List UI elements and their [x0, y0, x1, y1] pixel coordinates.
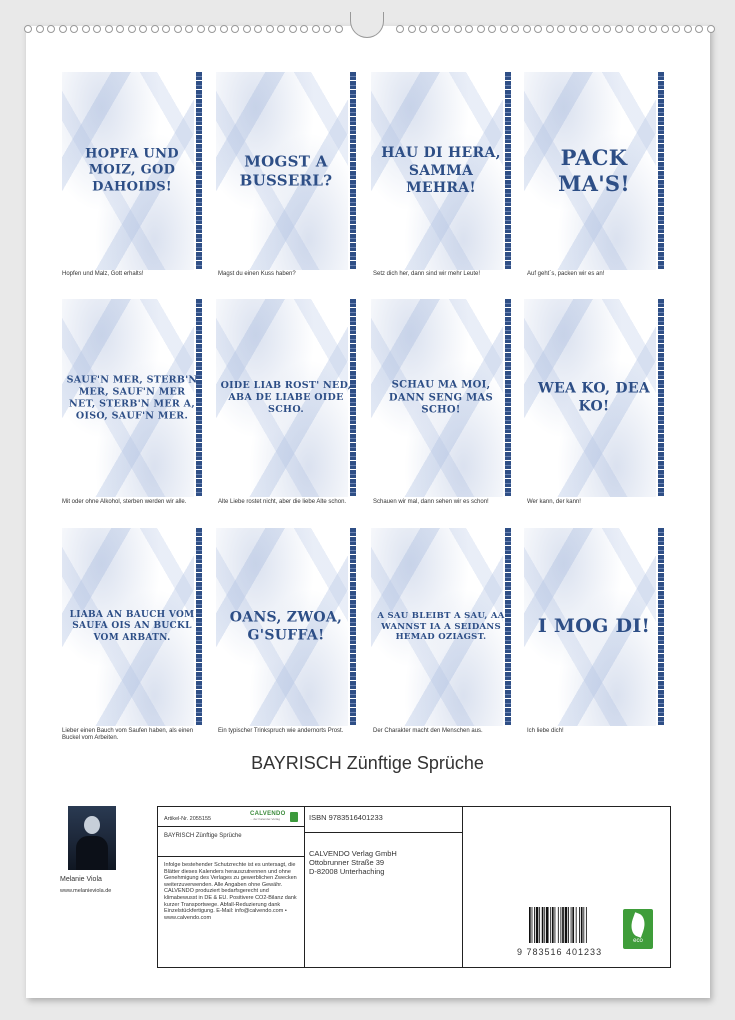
binding-ring — [603, 25, 611, 33]
binding-ring — [465, 25, 473, 33]
publisher-address: CALVENDO Verlag GmbH Ottobrunner Straße 39 D-82008 Unterhaching — [309, 849, 397, 876]
author-head-shape — [84, 816, 100, 834]
binding-ring — [488, 25, 496, 33]
isbn: ISBN 9783516401233 — [309, 813, 383, 822]
title-row — [158, 827, 304, 857]
card-saying: LIABA AN BAUCH VOM SAUFA OIS AN BUCKL VOM ARBATN. — [69, 610, 195, 643]
binding-ring — [128, 25, 136, 33]
card-saying: HOPFA UND MOIZ, GOD DAHOIDS! — [85, 146, 179, 195]
card-saying: A SAU BLEIBT A SAU, AA WANNST IA A SEIDANS HEMAD OZIAGST. — [377, 611, 505, 643]
binding-ring — [580, 25, 588, 33]
binding-ring — [546, 25, 554, 33]
card-saying: HAU DI HERA, SAMMA MEHRA! — [381, 144, 501, 196]
card-saying: OIDE LIAB ROST' NED, ABA DE LIABE OIDE SCHO. — [220, 380, 352, 415]
binding-ring — [82, 25, 90, 33]
card-caption: Der Charakter macht den Menschen aus. — [373, 728, 483, 734]
legal-notice: Infolge bestehender Schutzrechte ist es untersagt, die Blätter dieses Kalenders herauszutrennen und ohne Genehmigung des Verlages zu gewerblichen Zwecken weiterzuverwenden. Alle Angaben ohne Gewähr. CALVENDO produziert bedarfsgerecht und klimabewusst in DE & EU. Positivere CO2-Bilanz dank kurzer Transportwege. Abfall-Reduzierung dank Einzelstückfertigung. E-Mail: info@calvendo.com • www.calvendo.com — [164, 862, 297, 921]
author-name: Melanie Viola — [60, 876, 102, 883]
card-9 — [62, 528, 202, 726]
binding-ring — [592, 25, 600, 33]
binding-ring — [289, 25, 297, 33]
binding-ring — [511, 25, 519, 33]
card-4 — [524, 72, 664, 270]
card-caption: Auf geht´s, packen wir es an! — [527, 271, 605, 277]
card-2 — [216, 72, 356, 270]
binding-ring — [36, 25, 44, 33]
card-7 — [371, 299, 511, 497]
barcode-icon — [529, 907, 605, 943]
binding-ring — [626, 25, 634, 33]
binding-ring — [208, 25, 216, 33]
card-caption: Schauen wir mal, dann sehen wir es schon! — [373, 499, 489, 505]
binding-ring — [266, 25, 274, 33]
binding-ring — [649, 25, 657, 33]
binding-ring — [93, 25, 101, 33]
eco-leaf-icon: eco — [623, 909, 653, 949]
binding-ring — [47, 25, 55, 33]
info-column-left — [158, 807, 305, 967]
card-caption: Magst du einen Kuss haben? — [218, 271, 296, 277]
card-caption: Mit oder ohne Alkohol, sterben werden wir alle. — [62, 499, 187, 505]
card-caption: Setz dich her, dann sind wir mehr Leute! — [373, 271, 481, 277]
card-caption: Hopfen und Malz, Gott erhalts! — [62, 271, 144, 277]
author-body-shape — [76, 836, 108, 870]
binding-ring — [277, 25, 285, 33]
binding-ring — [396, 25, 404, 33]
card-saying: WEA KO, DEA KO! — [537, 380, 651, 414]
card-11 — [371, 528, 511, 726]
binding-ring — [569, 25, 577, 33]
article-number: Artikel-Nr. 2055155 — [164, 816, 212, 822]
card-saying: MOGST A BUSSERL? — [239, 152, 333, 189]
product-title: BAYRISCH Zünftige Sprüche — [164, 833, 242, 839]
card-saying: SCHAU MA MOI, DANN SENG MAS SCHO! — [388, 379, 494, 416]
card-5 — [62, 299, 202, 497]
card-saying: OANS, ZWOA, G'SUFFA! — [229, 609, 343, 643]
binding-ring — [695, 25, 703, 33]
binding-ring — [684, 25, 692, 33]
binding-ring — [419, 25, 427, 33]
card-caption: Wer kann, der kann! — [527, 499, 581, 505]
binding-ring — [707, 25, 715, 33]
binding-ring — [408, 25, 416, 33]
binding-ring — [151, 25, 159, 33]
binding-ring — [105, 25, 113, 33]
binding-ring — [638, 25, 646, 33]
card-3 — [371, 72, 511, 270]
card-12 — [524, 528, 664, 726]
calvendo-mark-icon — [290, 812, 298, 822]
binding-ring — [220, 25, 228, 33]
calendar-title: BAYRISCH Zünftige Sprüche — [251, 753, 484, 773]
card-1 — [62, 72, 202, 270]
binding-ring — [70, 25, 78, 33]
card-6 — [216, 299, 356, 497]
card-caption: Ein typischer Trinkspruch wie andernorts Prost. — [218, 728, 344, 734]
card-caption: Lieber einen Bauch vom Saufen haben, als einen Buckel vom Arbeiten. — [62, 728, 194, 741]
binding-ring — [335, 25, 343, 33]
binding-ring — [500, 25, 508, 33]
binding-ring — [442, 25, 450, 33]
binding-ring — [59, 25, 67, 33]
card-saying: PACK MA'S! — [558, 144, 630, 196]
card-saying: SAUF'N MER, STERB'N MER, SAUF'N MER NET, STERB'N MER A, OISO, SAUF'N MER. — [66, 374, 198, 421]
barcode-number: 9 783516 401233 — [517, 947, 603, 957]
binding-ring — [672, 25, 680, 33]
binding-ring — [661, 25, 669, 33]
binding-ring — [557, 25, 565, 33]
info-column-middle — [305, 807, 463, 967]
binding-ring — [300, 25, 308, 33]
binding-ring — [323, 25, 331, 33]
binding-ring — [197, 25, 205, 33]
binding-ring — [454, 25, 462, 33]
binding-ring — [254, 25, 262, 33]
binding-ring — [523, 25, 531, 33]
article-row — [158, 807, 304, 827]
binding-ring — [243, 25, 251, 33]
binding-ring — [116, 25, 124, 33]
binding-ring — [312, 25, 320, 33]
binding-ring — [615, 25, 623, 33]
card-8 — [524, 299, 664, 497]
product-info-box — [157, 806, 671, 968]
card-10 — [216, 528, 356, 726]
binding-ring — [534, 25, 542, 33]
card-saying: I MOG DI! — [537, 615, 651, 638]
binding-ring — [231, 25, 239, 33]
info-column-right — [463, 807, 670, 967]
card-caption: Ich liebe dich! — [527, 728, 564, 734]
binding-ring — [431, 25, 439, 33]
calvendo-logo: CALVENDO ... der Kalender-Verlag — [250, 811, 298, 823]
divider — [305, 832, 462, 833]
binding-ring — [139, 25, 147, 33]
author-website[interactable]: www.melanieviola.de — [60, 888, 112, 894]
binding-ring — [185, 25, 193, 33]
binding-ring — [162, 25, 170, 33]
binding-ring — [477, 25, 485, 33]
binding-ring — [24, 25, 32, 33]
author-photo — [68, 806, 116, 870]
card-caption: Alte Liebe rostet nicht, aber die liebe Alte schon. — [218, 499, 347, 505]
binding-ring — [174, 25, 182, 33]
